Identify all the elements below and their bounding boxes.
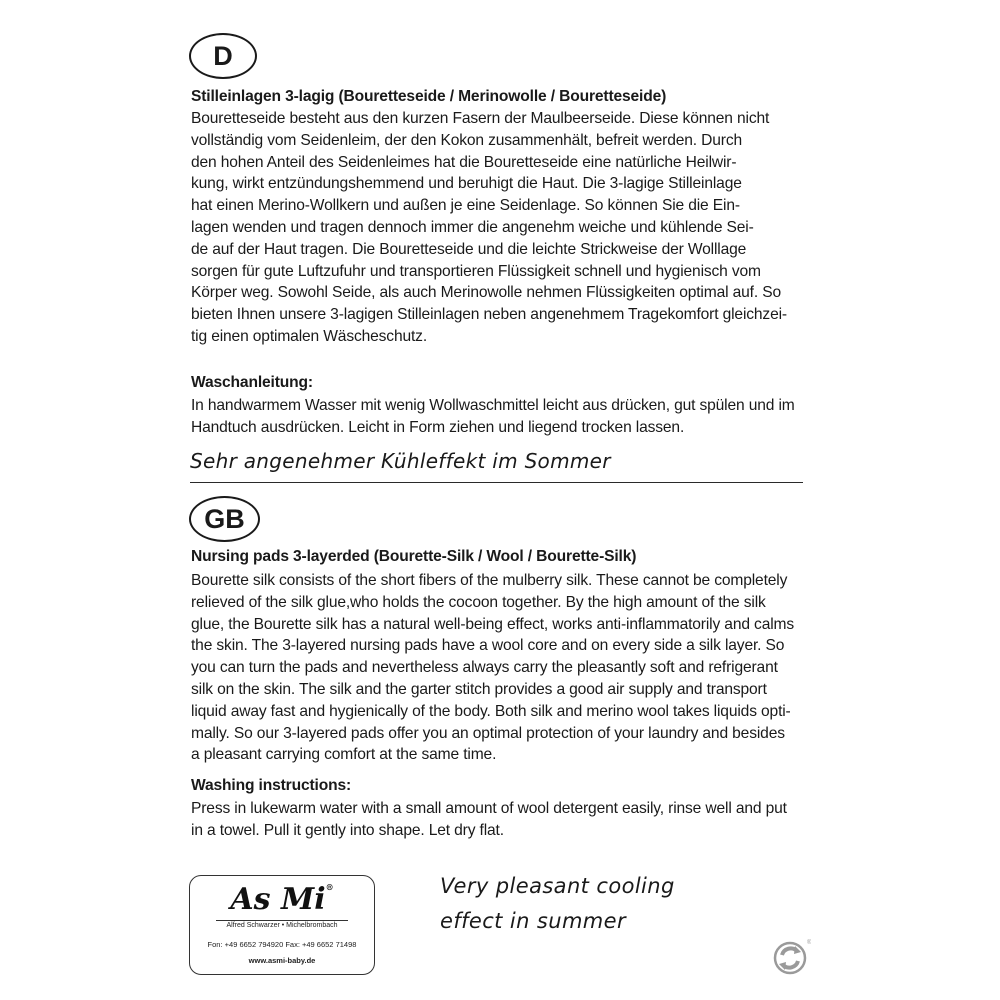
body-line: silk on the skin. The silk and the garter stitch provides a good air supply and transport [191,680,767,698]
body-line: glue, the Bourette silk has a natural well-being effect, works anti-inflammatorily and calms [191,615,795,633]
registered-mark: ® [325,882,334,892]
body-line: den hohen Anteil des Seidenleimes hat die Bouretteseide eine natürliche Heilwir- [191,153,737,171]
product-title-en [191,546,803,568]
body-line: Bouretteseide besteht aus den kurzen Fasern der Maulbeerseide. Diese können nicht [191,110,770,127]
body-line: the skin. The 3-layered nursing pads have a wool core and on every side a silk layer. So [191,637,785,655]
washing-heading-en [191,775,803,797]
language-badge-gb [189,496,260,542]
wash-line: Handtuch ausdrücken. Leicht in Form ziehen und liegend trocken lassen. [191,418,685,436]
product-title-de [191,86,803,108]
badge-label: D [213,40,233,71]
wash-line: in a towel. Pull it gently into shape. Let dry flat. [191,821,504,839]
body-line: lagen wenden und tragen dennoch immer die angenehm weiche und kühlende Sei- [191,218,754,236]
contact-line: Fon: +49 6652 794920 Fax: +49 6652 71498 [207,940,357,949]
body-line: relieved of the silk glue,who holds the cocoon together. By the high amount of the silk [191,593,766,611]
body-line: bieten Ihnen unsere 3-lagigen Stilleinlagen neben angenehmem Tragekomfort gleichzei- [191,306,787,324]
body-line: sorgen für gute Luftzufuhr und transportieren Flüssigkeit schnell und hygienisch vom [191,262,761,280]
washing-instructions-en [191,798,803,842]
body-line: de auf der Haut tragen. Die Bouretteseide und die leichte Strickweise der Wolllage [191,240,747,258]
cooling-line: Very pleasant cooling [440,874,675,898]
heading-text: Washing instructions: [191,777,352,794]
logo-rule [216,920,348,921]
recycle-registered-mark: ® [807,940,811,946]
cooling-note-de: Sehr angenehmer Kühleffekt im Sommer [190,449,611,473]
body-line: Bourette silk consists of the short fibers of the mulberry silk. These cannot be completely [191,572,788,589]
body-line: hat einen Merino-Wollkern und außen je eine Seidenlage. So können Sie die Ein- [191,197,740,215]
description-en [191,570,803,766]
body-line: a pleasant carrying comfort at the same time. [191,746,497,764]
brand-name: As Mi [230,882,326,917]
body-line: kung, wirkt entzündungshemmend und beruhigt die Haut. Die 3-lagige Stilleinlage [191,175,742,193]
website: www.asmi-baby.de [248,956,316,965]
body-line: mally. So our 3-layered pads offer you an optimal protection of your laundry and besides [191,724,785,742]
body-line: tig einen optimalen Wäscheschutz. [191,327,428,345]
cooling-note-en [440,869,675,939]
body-line: liquid away fast and hygienically of the body. Both silk and merino wool takes liquids opti- [191,702,791,720]
badge-label: GB [204,503,245,534]
recycle-icon [773,938,811,976]
heading-text: Waschanleitung: [191,374,313,391]
company-line: Alfred Schwarzer • Michelbrombach [226,922,338,929]
title-text: Nursing pads 3-layerded (Bourette-Silk / Wool / Bourette-Silk) [191,548,637,565]
language-badge-de [189,33,257,79]
wash-line: Press in lukewarm water with a small amount of wool detergent easily, rinse well and put [191,800,787,817]
description-de [191,108,803,348]
body-line: Körper weg. Sowohl Seide, als auch Merinowolle nehmen Flüssigkeiten optimal auf. So [191,284,781,302]
body-line: vollständig vom Seidenleim, der den Kokon zusammenhält, befreit werden. Durch [191,131,742,149]
cooling-line: effect in summer [440,909,627,933]
brand-logo-card [189,875,375,975]
washing-heading-de [191,372,803,394]
title-text: Stilleinlagen 3-lagig (Bouretteseide / Merinowolle / Bouretteseide) [191,88,667,105]
washing-instructions-de [191,395,803,439]
body-line: you can turn the pads and nevertheless always carry the pleasantly soft and refrigerant [191,659,778,677]
section-divider [190,482,803,483]
wash-line: In handwarmem Wasser mit wenig Wollwaschmittel leicht aus drücken, gut spülen und im [191,397,795,414]
brand-logo [190,882,374,917]
